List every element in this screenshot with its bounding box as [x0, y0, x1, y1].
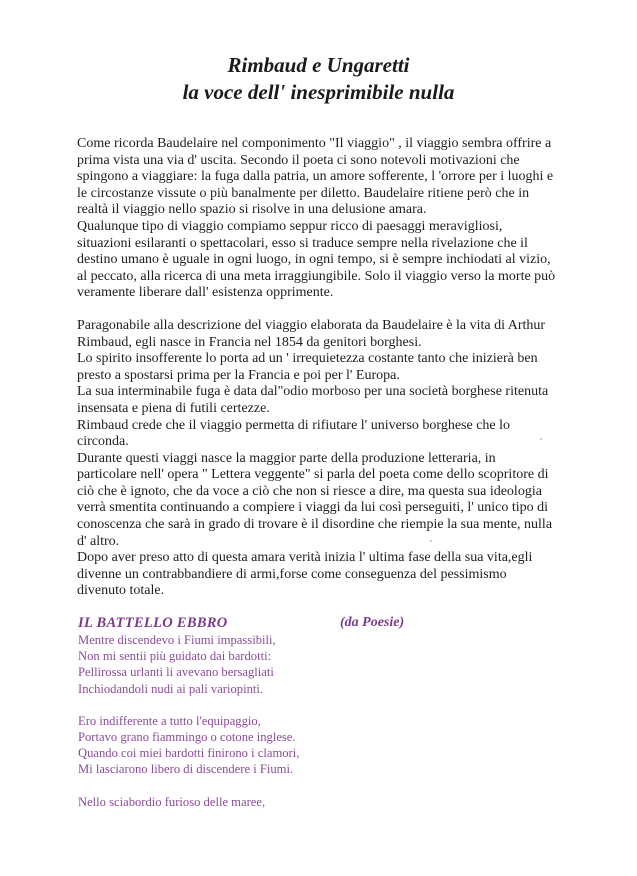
text-line: Rimbaud crede che il viaggio permetta di rifiutare l' universo borghese che lo	[77, 417, 511, 433]
text-line: spingono a viaggiare: la fuga dalla patria, un amore sofferente, l 'orrore per i luoghi e	[77, 169, 554, 185]
title-line-1: Rimbaud e Ungaretti	[227, 53, 410, 77]
poem-stanza-3	[78, 794, 498, 810]
text-line: particolare nell' opera " Lettera veggente" si parla del poeta come dello scopritore di	[77, 467, 549, 483]
poem-verse: Inchiodandoli nudi ai pali variopinti.	[78, 681, 264, 696]
poem-verse: Quando coi miei bardotti finirono i clamori,	[78, 746, 300, 761]
title-line-2: la voce dell' inesprimibile nulla	[182, 80, 455, 104]
paragraph-2	[77, 318, 597, 600]
stanza-gap	[78, 697, 498, 713]
poem-title: IL BATTELLO EBBRO	[78, 615, 228, 631]
poem-source: (da Poesie)	[340, 615, 405, 630]
article-body	[77, 136, 597, 600]
text-line: La sua interminabile fuga è data dal"odio morboso per una società borghese ritenuta	[77, 384, 549, 400]
text-line: Durante questi viaggi nasce la maggior parte della produzione letteraria, in	[77, 450, 496, 466]
text-line: al peccato, alla ricerca di una meta irraggiungibile. Solo il viaggio verso la morte può	[77, 268, 556, 284]
text-line: divenuto totale.	[77, 583, 165, 599]
paragraph-1	[77, 136, 597, 302]
text-line: le circostanze vissute o più banalmente per diletto. Baudelaire ritiene però che in	[77, 185, 530, 201]
poem-excerpt	[78, 632, 498, 810]
text-line: realtà il viaggio nello spazio si risolve in una delusione amara.	[77, 202, 427, 218]
text-line: veramente liberare dall' esistenza opprimente.	[77, 285, 334, 301]
stanza-gap	[78, 778, 498, 794]
text-line: situazioni esilaranti o spettacolari, esso si traduce sempre nella rivelazione che il	[77, 235, 528, 251]
text-line: divenne un contrabbandiere di armi,forse come conseguenza del pessimismo	[77, 566, 507, 582]
text-line: Lo spirito insofferente lo porta ad un ' irrequietezza costante tanto che inizierà ben	[77, 351, 538, 367]
text-line: ciò che è ignoto, che da voce a ciò che non si riesce a dire, ma questa sua ideologia	[77, 483, 542, 499]
paragraph-gap	[77, 302, 597, 318]
text-line: Dopo aver preso atto di questa amara verità inizia l' ultima fase della sua vita,egli	[77, 550, 533, 566]
scan-speck	[430, 540, 432, 542]
poem-stanza-1	[78, 632, 498, 697]
text-line: Come ricorda Baudelaire nel componimento "Il viaggio" , il viaggio sembra offrire a	[77, 136, 552, 151]
poem-verse: Ero indifferente a tutto l'equipaggio,	[78, 713, 261, 728]
text-line: verrà smentita continuando a compiere i viaggi da lui così perseguiti, l' unico tipo di	[77, 500, 549, 516]
poem-verse: Mi lasciarono libero di discendere i Fiumi.	[78, 762, 294, 777]
text-line: Paragonabile alla descrizione del viaggio elaborata da Baudelaire è la vita di Arthur	[77, 317, 546, 333]
text-line: insensata e piena di futili certezze.	[77, 400, 270, 416]
text-line: destino umano è uguale in ogni luogo, in ogni tempo, si è sempre inchiodati al vizio,	[77, 252, 551, 268]
text-line: Rimbaud, egli nasce in Francia nel 1854 da genitori borghesi.	[77, 334, 422, 350]
scan-speck	[540, 438, 542, 440]
text-line: circonda.	[77, 434, 129, 450]
document-title	[0, 52, 637, 106]
poem-verse: Nello sciabordio furioso delle maree,	[78, 794, 266, 809]
poem-verse: Portavo grano fiammingo o cotone inglese.	[78, 730, 296, 745]
text-line: d' altro.	[77, 533, 120, 549]
poem-verse: Non mi sentii più guidato dai bardotti:	[78, 649, 272, 664]
poem-stanza-2	[78, 713, 498, 778]
poem-verse: Pellirossa urlanti li avevano bersagliati	[78, 665, 274, 680]
text-line: prima vista una via d' uscita. Secondo il poeta ci sono notevoli motivazioni che	[77, 152, 520, 168]
text-line: Qualunque tipo di viaggio compiamo seppur ricco di paesaggi meravigliosi,	[77, 218, 503, 234]
poem-verse: Mentre discendevo i Fiumi impassibili,	[78, 633, 276, 647]
text-line: presto a spostarsi prima per la Francia e poi per l' Europa.	[77, 367, 400, 383]
text-line: conoscenza che sarà in grado di trovare è il disordine che riempie la sua mente, nulla	[77, 517, 553, 533]
